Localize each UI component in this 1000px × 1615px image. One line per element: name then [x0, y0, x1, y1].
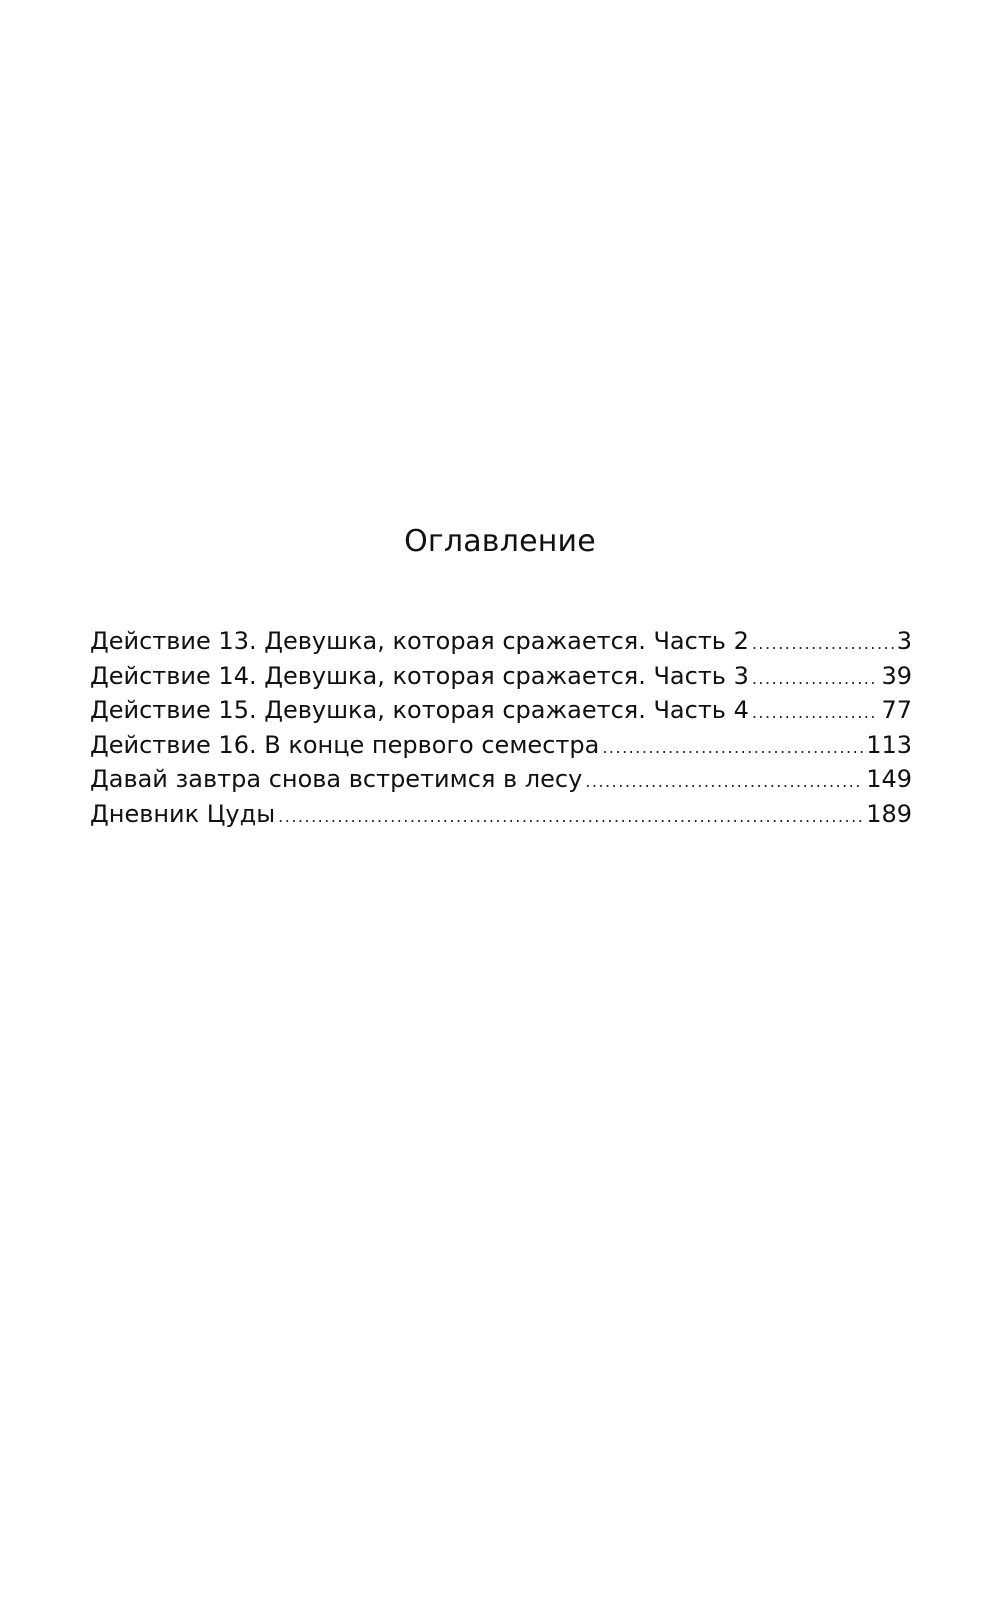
toc-entry-page: 189: [866, 799, 912, 828]
toc-entry-title: Дневник Цуды: [90, 799, 276, 828]
toc-entry: [90, 624, 912, 659]
toc-entry-title: Действие 16. В конце первого семестра: [90, 730, 600, 759]
toc-entry: [90, 797, 912, 832]
dot-leader: [752, 696, 879, 730]
dot-leader: [752, 662, 879, 696]
toc-entry-title: Действие 15. Девушка, которая сражается. Часть 4: [90, 696, 749, 724]
toc-entry: [90, 659, 912, 694]
toc-entry: [90, 728, 912, 763]
toc-entry-title: Действие 14. Девушка, которая сражается. Часть 3: [90, 661, 749, 690]
dot-leader: [602, 731, 863, 765]
toc-entry: [90, 693, 912, 728]
toc-entry-page: 39: [881, 661, 912, 690]
toc-entry-title: Давай завтра снова встретимся в лесу: [90, 765, 583, 793]
dot-leader: [278, 800, 863, 834]
dot-leader: [752, 627, 894, 661]
dot-leader: [585, 765, 863, 799]
toc-entry: [90, 762, 912, 797]
toc-entry-page: 113: [866, 730, 912, 759]
toc-entry-page: 77: [881, 696, 912, 724]
toc-entry-page: 149: [866, 765, 912, 793]
toc-entry-title: Действие 13. Девушка, которая сражается. Часть 2: [90, 627, 749, 655]
toc-entry-page: 3: [896, 627, 912, 655]
toc-title: Оглавление: [404, 524, 596, 559]
toc-list: [90, 624, 912, 831]
